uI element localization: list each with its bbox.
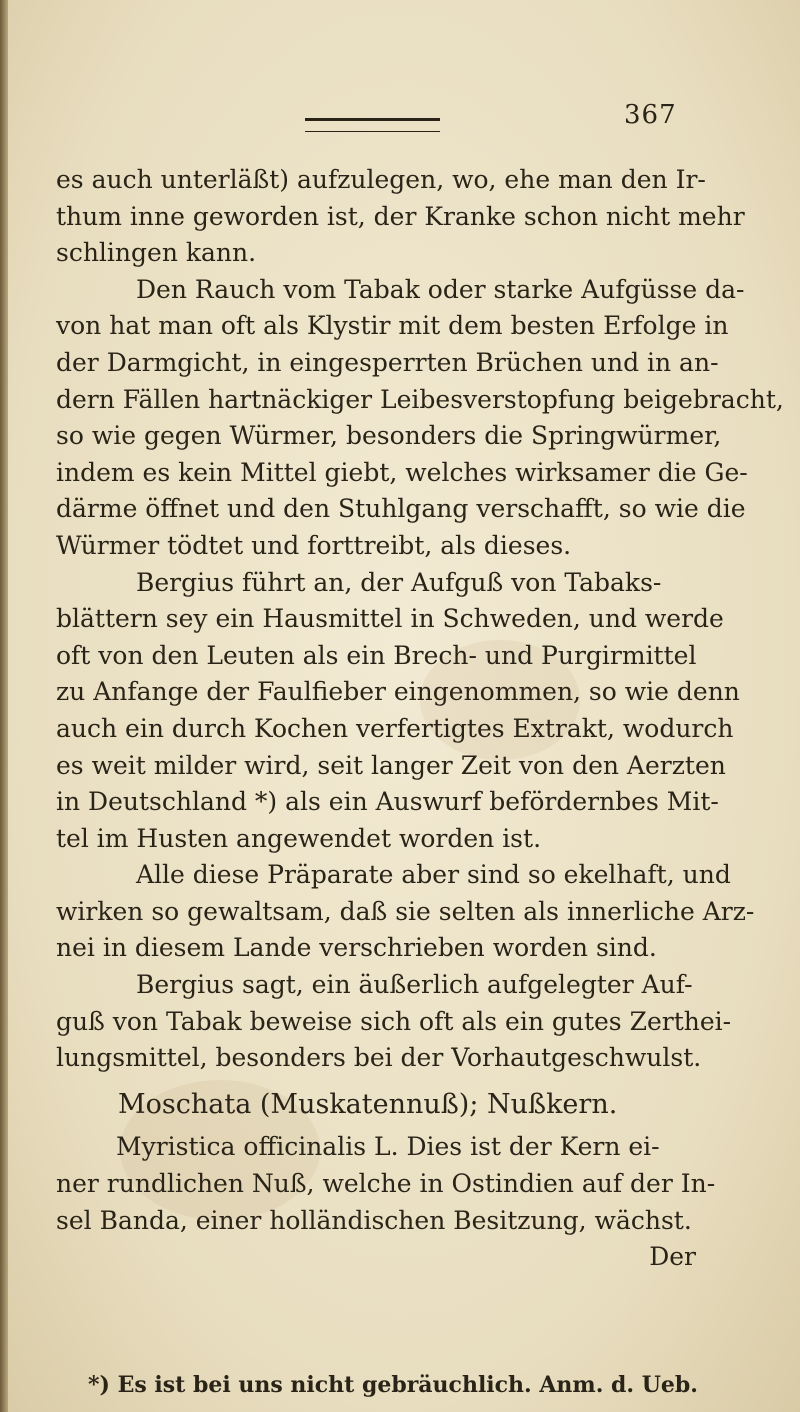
text-line: lungsmittel, besonders bei der Vorhautgeschwulst. xyxy=(56,1043,702,1073)
body-text xyxy=(56,162,784,1276)
text-line: Alle diese Präparate aber sind so ekelhaft, und xyxy=(136,860,731,890)
text-line: Den Rauch vom Tabak oder starke Aufgüsse da- xyxy=(136,274,745,304)
text-line: Bergius führt an, der Aufguß von Tabaks- xyxy=(136,567,662,597)
text-line: schlingen kann. xyxy=(56,238,257,268)
text-line: dern Fällen hartnäckiger Leibesverstopfung beigebracht, xyxy=(56,384,784,414)
text-line: Myristica officinalis L. Dies ist der Kern ei- xyxy=(116,1132,660,1162)
text-line: Würmer tödtet und forttreibt, als dieses. xyxy=(56,530,572,560)
text-line: es auch unterläßt) aufzulegen, wo, ehe man den Ir- xyxy=(56,165,706,194)
catchword: Der xyxy=(649,1242,696,1272)
header-rule xyxy=(305,118,440,132)
text-line: thum inne geworden ist, der Kranke schon nicht mehr xyxy=(56,201,745,231)
text-line: auch ein durch Kochen verfertigtes Extrakt, wodurch xyxy=(56,713,734,743)
text-line: sel Banda, einer holländischen Besitzung, wächst. xyxy=(56,1205,692,1235)
text-line: därme öffnet und den Stuhlgang verschafft, so wie die xyxy=(56,494,746,524)
text-line: von hat man oft als Klystir mit dem besten Erfolge in xyxy=(56,311,729,341)
text-line: blättern sey ein Hausmittel in Schweden, und werde xyxy=(56,604,724,634)
text-line: tel im Husten angewendet worden ist. xyxy=(56,823,542,853)
text-line: in Deutschland *) als ein Auswurf befördernbes Mit- xyxy=(56,787,719,817)
text-line: indem es kein Mittel giebt, welches wirksamer die Ge- xyxy=(56,457,748,487)
text-line: ner rundlichen Nuß, welche in Ostindien auf der In- xyxy=(56,1169,716,1199)
text-line: wirken so gewaltsam, daß sie selten als innerliche Arz- xyxy=(56,896,755,926)
text-line: so wie gegen Würmer, besonders die Springwürmer, xyxy=(56,421,722,451)
section-heading: Moschata (Muskatennuß); Nußkern. xyxy=(118,1088,618,1120)
footnote: *) Es ist bei uns nicht gebräuchlich. Anm. d. Ueb. xyxy=(88,1372,698,1398)
page-number: 367 xyxy=(624,100,677,130)
text-line: es weit milder wird, seit langer Zeit von den Aerzten xyxy=(56,750,726,780)
page-spine-edge xyxy=(0,0,8,1412)
text-line: der Darmgicht, in eingesperrten Brüchen und in an- xyxy=(56,347,719,377)
text-line: nei in diesem Lande verschrieben worden sind. xyxy=(56,933,657,963)
text-line: Bergius sagt, ein äußerlich aufgelegter Auf- xyxy=(136,970,693,1000)
text-line: guß von Tabak beweise sich oft als ein gutes Zerthei- xyxy=(56,1006,732,1036)
text-line: zu Anfange der Faulfieber eingenommen, so wie denn xyxy=(56,677,740,707)
text-line: oft von den Leuten als ein Brech- und Purgirmittel xyxy=(56,640,697,670)
